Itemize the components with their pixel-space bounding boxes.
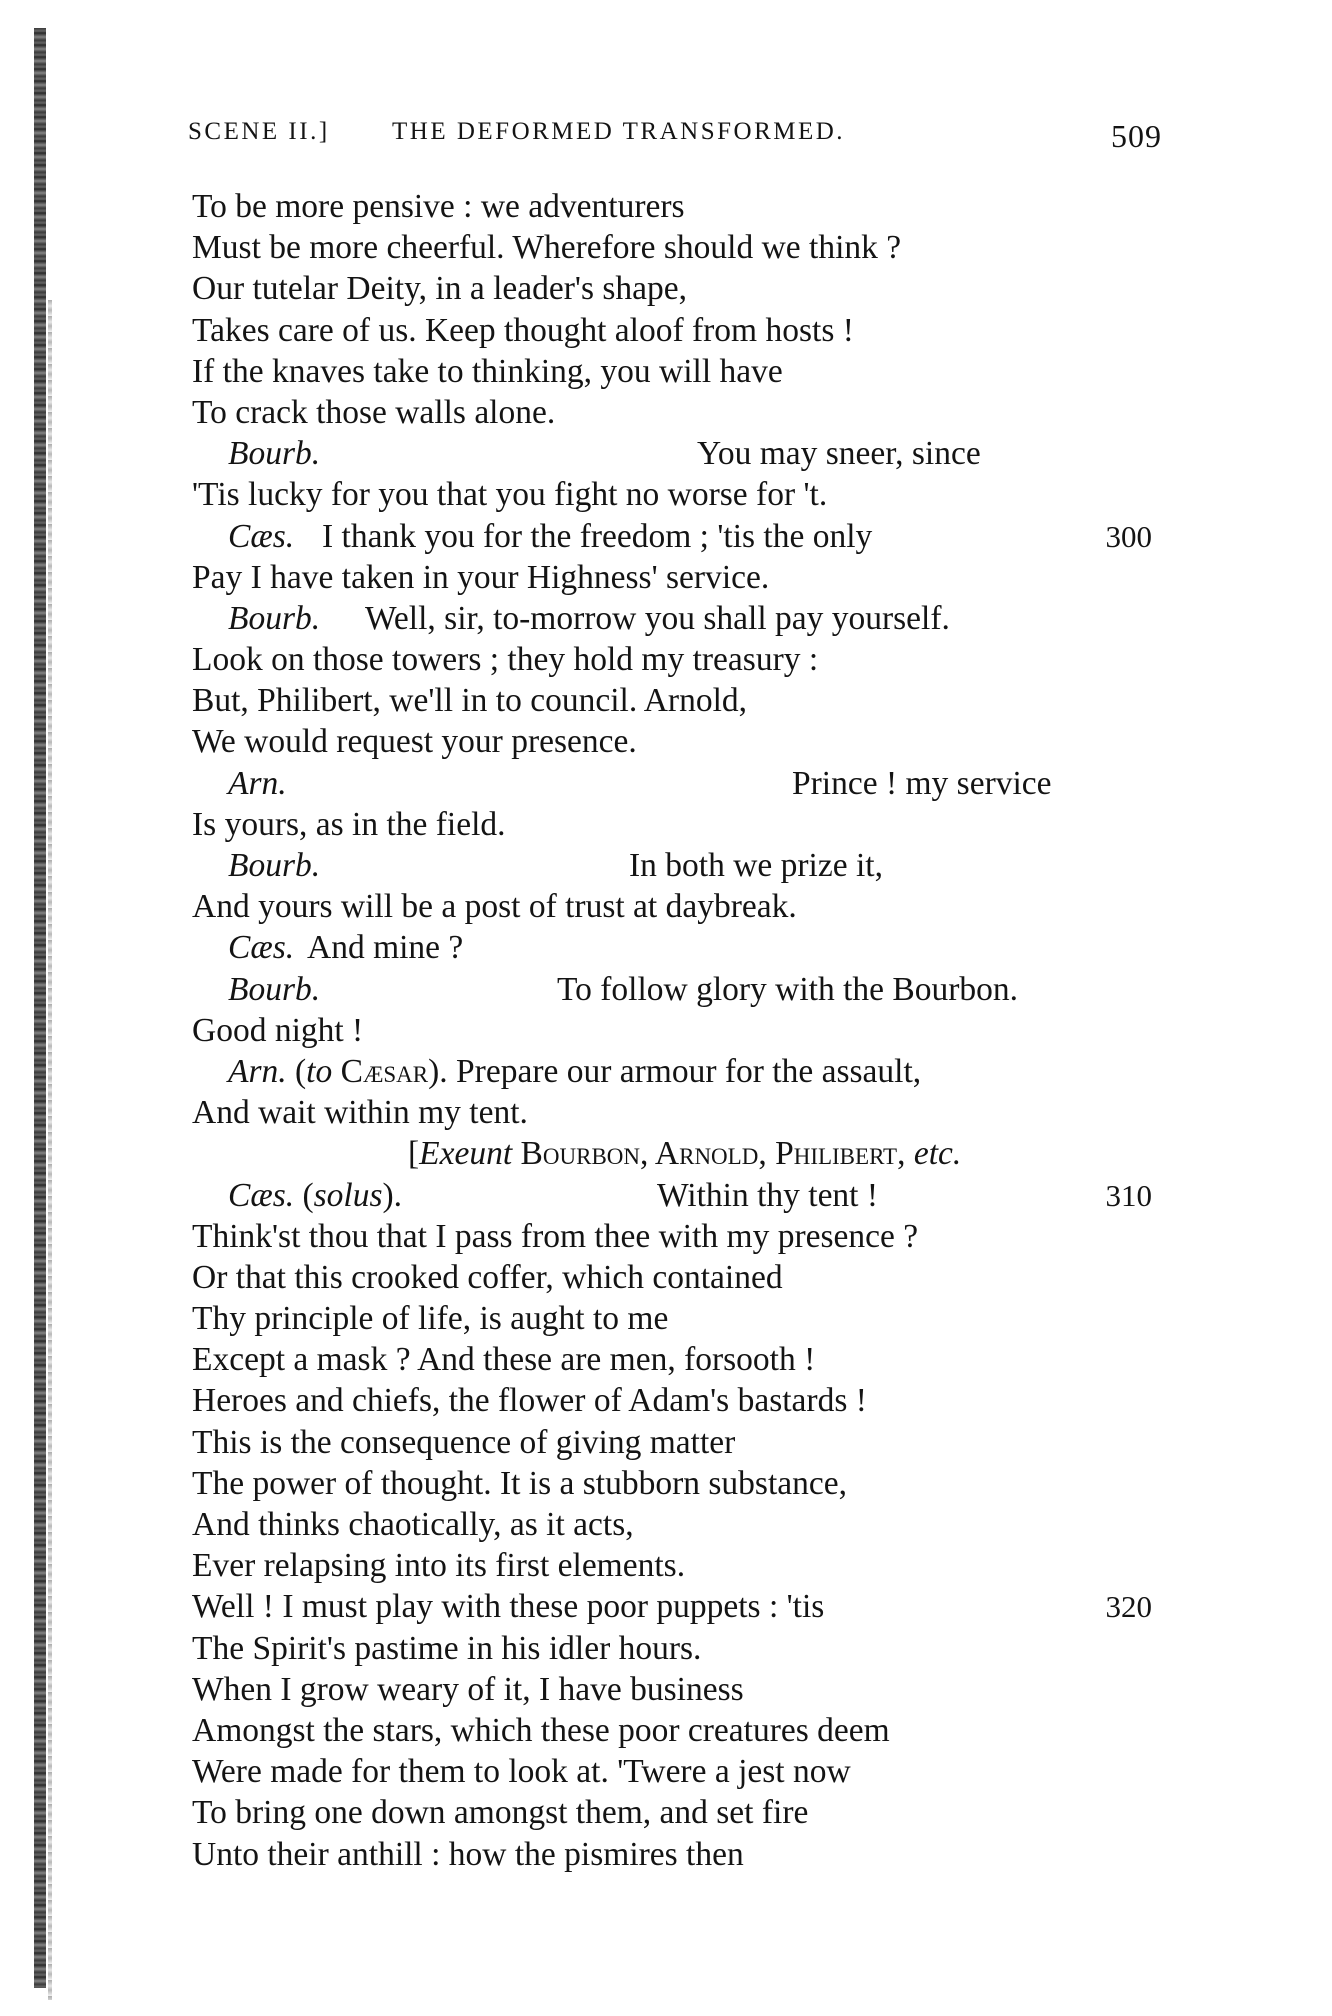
- line-text: But, Philibert, we'll in to council. Arnold,: [192, 682, 748, 720]
- line-text: 'Tis lucky for you that you fight no worse for 't.: [192, 476, 828, 514]
- verse-line: [192, 310, 1172, 351]
- stage-direction-inline: [228, 1051, 921, 1092]
- paren-open: (: [295, 1052, 307, 1090]
- verse-line: [192, 1710, 1172, 1751]
- verse-line: [192, 1545, 1172, 1586]
- line-text: And wait within my tent.: [192, 1094, 528, 1132]
- page-number: 509: [1111, 118, 1162, 154]
- verse-line: [192, 598, 1172, 639]
- book-binding-edge: [34, 28, 46, 1988]
- verse-line: [192, 1339, 1172, 1380]
- verse-text: [192, 186, 1172, 1875]
- line-text: Except a mask ? And these are men, forsooth !: [192, 1341, 816, 1379]
- verse-line: [192, 516, 1172, 557]
- line-text: If the knaves take to thinking, you will have: [192, 352, 783, 390]
- direction-word: to: [306, 1052, 333, 1090]
- verse-line: [192, 227, 1172, 268]
- verse-line: [192, 1092, 1172, 1133]
- line-text: Takes care of us. Keep thought aloof from hosts !: [192, 311, 854, 349]
- speaker-name: Bourb.: [228, 970, 321, 1008]
- line-text: Pay I have taken in your Highness' service.: [192, 558, 770, 596]
- line-text: We would request your presence.: [192, 723, 637, 761]
- line-text: The power of thought. It is a stubborn substance,: [192, 1464, 847, 1502]
- speaker-name: Arn.: [228, 1052, 287, 1090]
- line-text: To be more pensive : we adventurers: [192, 188, 685, 225]
- direction-word: solus: [313, 1176, 383, 1214]
- line-text: Ever relapsing into its first elements.: [192, 1547, 686, 1585]
- verse-line: [192, 1051, 1172, 1092]
- verse-line: [192, 1257, 1172, 1298]
- line-text: Our tutelar Deity, in a leader's shape,: [192, 270, 688, 308]
- line-text: Well ! I must play with these poor puppets : 'tis: [192, 1588, 825, 1626]
- verse-line: [192, 1216, 1172, 1257]
- line-text: Thy principle of life, is aught to me: [192, 1300, 669, 1338]
- stage-direction: [192, 1133, 1172, 1174]
- line-text: When I grow weary of it, I have business: [192, 1670, 744, 1708]
- verse-line: [192, 268, 1172, 309]
- line-text: Well, sir, to-morrow you shall pay yourself.: [365, 599, 950, 637]
- verse-line: [192, 886, 1172, 927]
- line-text: Unto their anthill : how the pismires then: [192, 1835, 744, 1873]
- speaker-name: Cæs.: [228, 929, 295, 967]
- verse-line: [192, 433, 1172, 474]
- exeunt-direction: [408, 1133, 961, 1174]
- verse-line: [192, 1628, 1172, 1669]
- line-text: You may sneer, since: [697, 435, 981, 473]
- paren-close: ).: [428, 1052, 448, 1090]
- line-number: 300: [1105, 518, 1152, 554]
- line-text: Or that this crooked coffer, which contained: [192, 1258, 783, 1296]
- verse-line: [192, 1586, 1172, 1627]
- line-text: To follow glory with the Bourbon.: [557, 970, 1019, 1008]
- line-text: Heroes and chiefs, the flower of Adam's bastards !: [192, 1382, 867, 1420]
- line-text: I thank you for the freedom ; 'tis the only: [322, 517, 873, 555]
- verse-line: [192, 1380, 1172, 1421]
- line-text: And thinks chaotically, as it acts,: [192, 1506, 634, 1543]
- line-text: Is yours, as in the field.: [192, 805, 506, 843]
- speaker-name: Bourb.: [228, 599, 321, 637]
- line-text: Think'st thou that I pass from thee with my presence ?: [192, 1217, 919, 1255]
- line-text: Within thy tent !: [657, 1176, 879, 1214]
- verse-line: [192, 1422, 1172, 1463]
- page-edge-shadow: [48, 300, 52, 2000]
- line-text: To bring one down amongst them, and set fire: [192, 1794, 809, 1832]
- verse-line: [192, 1298, 1172, 1339]
- line-text: And mine ?: [307, 929, 464, 967]
- line-text: Good night !: [192, 1011, 364, 1049]
- verse-line: [192, 763, 1172, 804]
- verse-line: [192, 1175, 1172, 1216]
- character-name: Cæsar: [340, 1052, 429, 1090]
- verse-line: [192, 1010, 1172, 1051]
- line-text: Must be more cheerful. Wherefore should we think ?: [192, 229, 902, 267]
- speaker-name: Arn.: [228, 764, 287, 802]
- verse-line: [192, 392, 1172, 433]
- verse-line: [192, 474, 1172, 515]
- line-number: 320: [1105, 1589, 1152, 1625]
- direction-word: etc.: [913, 1135, 962, 1173]
- running-header: [188, 118, 1164, 162]
- character-names: Bourbon, Arnold, Philibert,: [520, 1135, 906, 1173]
- verse-line: [192, 186, 1172, 227]
- verse-line: [192, 1751, 1172, 1792]
- verse-line: [192, 721, 1172, 762]
- bracket: [: [408, 1135, 420, 1173]
- verse-line: [192, 1463, 1172, 1504]
- verse-line: [192, 969, 1172, 1010]
- stage-direction-inline: [228, 1175, 402, 1216]
- header-title: THE DEFORMED TRANSFORMED.: [392, 118, 846, 145]
- line-text: In both we prize it,: [629, 847, 883, 884]
- verse-line: [192, 927, 1172, 968]
- verse-line: [192, 1504, 1172, 1545]
- verse-line: [192, 804, 1172, 845]
- line-text: The Spirit's pastime in his idler hours.: [192, 1629, 702, 1667]
- direction-word: Exeunt: [419, 1135, 513, 1173]
- line-text: And yours will be a post of trust at daybreak.: [192, 888, 797, 926]
- verse-line: [192, 639, 1172, 680]
- verse-line: [192, 845, 1172, 886]
- line-number: 310: [1105, 1177, 1152, 1213]
- line-text: Amongst the stars, which these poor creatures deem: [192, 1711, 890, 1749]
- paren-open: (: [302, 1176, 314, 1214]
- line-text: Prepare our armour for the assault,: [456, 1052, 922, 1090]
- line-text: Were made for them to look at. 'Twere a jest now: [192, 1753, 851, 1791]
- speaker-name: Bourb.: [228, 847, 321, 884]
- verse-line: [192, 1834, 1172, 1875]
- speaker-name: Bourb.: [228, 435, 321, 473]
- verse-line: [192, 680, 1172, 721]
- paren-close: ).: [382, 1176, 403, 1214]
- verse-line: [192, 1669, 1172, 1710]
- line-text: This is the consequence of giving matter: [192, 1423, 736, 1461]
- line-text: To crack those walls alone.: [192, 393, 556, 431]
- speaker-name: Cæs.: [228, 1176, 295, 1214]
- verse-line: [192, 351, 1172, 392]
- header-scene: SCENE II.]: [188, 118, 330, 145]
- line-text: Prince ! my service: [792, 764, 1052, 802]
- line-text: Look on those towers ; they hold my treasury :: [192, 641, 819, 679]
- speaker-name: Cæs.: [228, 517, 295, 555]
- verse-line: [192, 557, 1172, 598]
- verse-line: [192, 1792, 1172, 1833]
